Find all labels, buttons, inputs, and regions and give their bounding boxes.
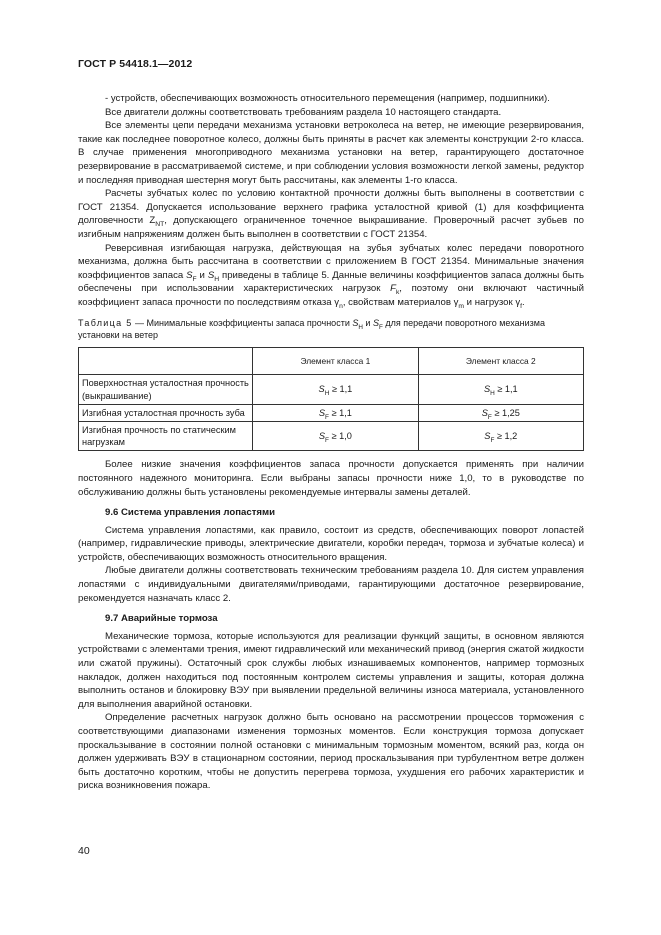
page-number: 40 <box>78 845 90 857</box>
table-cell-class1: $S_H \ge 1,1$ <box>253 375 418 404</box>
table-row <box>79 404 584 421</box>
table-header-class2: Элемент класса 2 <box>418 348 583 375</box>
paragraph-low-factors: Более низкие значения коэффициентов запаса прочности допускается применять при наличии постоянного надежного мониторинга. Если выбраны запасы прочности ниже 1,0, то в руководстве по обслуживанию должны быть установлены рекомендуемые интервалы замены деталей. <box>78 459 584 498</box>
document-header: ГОСТ Р 54418.1—2012 <box>78 58 193 70</box>
section-title-9-7: 9.7 Аварийные тормоза <box>105 613 218 625</box>
table-cell-class2: $S_F \ge 1,25$ <box>418 404 583 421</box>
page-body <box>78 92 584 793</box>
table-cell-class1: $S_F \ge 1,1$ <box>253 404 418 421</box>
section-title-9-6: 9.6 Система управления лопастями <box>105 507 275 519</box>
paragraph-mech-brakes: Механические тормоза, которые используются для реализации функций защиты, в основном являются устройствами с элементами трения, имеют гидравлический или механический привод (энергия сжатой жидкости или сжатой пружины). Остаточный срок службы любых изнашиваемых компонентов, например тормозных накладок, должен находиться под постоянным контролем системы управления и защиты, которая должна выполнить останов и блокировку ВЭУ при выявлении предельной величины износа материала, установленного для выполнения аварийной остановки. <box>78 630 584 710</box>
table-row <box>79 375 584 404</box>
table-cell-class2: $S_H \ge 1,1$ <box>418 375 583 404</box>
paragraph-reverse-load: Реверсивная изгибающая нагрузка, действующая на зубья зубчатых колес передачи поворотного механизма, должна быть рассчитана в соответствии с приложением В ГОСТ 21354. Минимальные значения коэффициентов запаса $S_F$ и $S_H$ приведены в таблице 5. Данные величины коэффициентов запаса должны быть обеспечены при использовании характеристических нагрузок $F_k$, поэтому они включают частичный коэффициент запаса прочности по последствиям отказа $\gamma_n$, свойствам материалов $\gamma_m$ и нагрузок $\gamma_f$. <box>78 242 584 310</box>
table-cell-label: Изгибная прочность по статическим нагрузкам <box>79 421 253 450</box>
table-caption: Таблица 5 — Минимальные коэффициенты запаса прочности $S_H$ и $S_F$ для передачи поворотного механизма установки на ветер <box>78 317 545 340</box>
safety-factor-table <box>78 347 584 451</box>
paragraph-pitch-engines: Любые двигатели должны соответствовать техническим требованиям раздела 10. Для систем управления лопастями с индивидуальными двигателями/приводами, гарантирующими достаточное резервирование, рекомендуется назначать класс 2. <box>78 565 584 604</box>
paragraph-engines: Все двигатели должны соответствовать требованиям раздела 10 настоящего стандарта. <box>105 106 502 118</box>
paragraph-gear-calc: Расчеты зубчатых колес по условию контактной прочности должны быть выполнены в соответствии с ГОСТ 21354. Допускается использование верхнего графика усталостной кривой (1) для коэффициента долговечности $Z_{NT}$, допускающего ограниченное точечное выкрашивание. Проверочный расчет зубьев по изгибным напряжениям должен быть выполнен в соответствии с ГОСТ 21354. <box>78 188 584 240</box>
table-cell-label: Изгибная усталостная прочность зуба <box>79 404 253 421</box>
table-cell-label: Поверхностная усталостная прочность (выкрашивание) <box>79 375 253 404</box>
table-header-empty <box>79 348 253 375</box>
paragraph-pitch-system: Система управления лопастями, как правило, состоит из средств, обеспечивающих поворот лопастей (например, гидравлические приводы, электрические двигатели, коробки передач, тормоза и зубчатые колеса) и устройств, обеспечивающих возможность относительного вращения. <box>78 524 584 563</box>
paragraph-devices: - устройств, обеспечивающих возможность относительного перемещения (например, подшипники). <box>105 93 550 104</box>
table-row <box>79 421 584 450</box>
table-cell-class2: $S_F \ge 1,2$ <box>418 421 583 450</box>
paragraph-transmission-elements: Все элементы цепи передачи механизма установки ветроколеса на ветер, не имеющие резервирования, такие как последнее поворотное колесо, должны быть приняты в расчет как элементы конструкции 2-го класса. В случае применения многоприводного механизма установки на ветер, гарантирующего достаточное резервирование в рассматриваемой системе, и при соблюдении условия возможности легкой замены, редуктор и последняя приводная шестерня могут быть рассчитаны, как элементы 1-го класса. <box>78 120 584 186</box>
table-header-class1: Элемент класса 1 <box>253 348 418 375</box>
paragraph-design-loads: Определение расчетных нагрузок должно быть основано на рассмотрении процессов торможения с соответствующими диапазонами изменения тормозных моментов. Если конструкция тормоза допускает проскальзывание в состоянии полной остановки с минимальным тормозным моментом, всякий раз, когда он должен удерживать ВЭУ в стационарном состоянии, период проскальзывания при турбулентном ветре должен быть достаточно коротким, чтобы не допустить перегрева тормоза, ухудшения его рабочих характеристик и риска возникновения пожара. <box>78 712 584 792</box>
table-cell-class1: $S_F \ge 1,0$ <box>253 421 418 450</box>
